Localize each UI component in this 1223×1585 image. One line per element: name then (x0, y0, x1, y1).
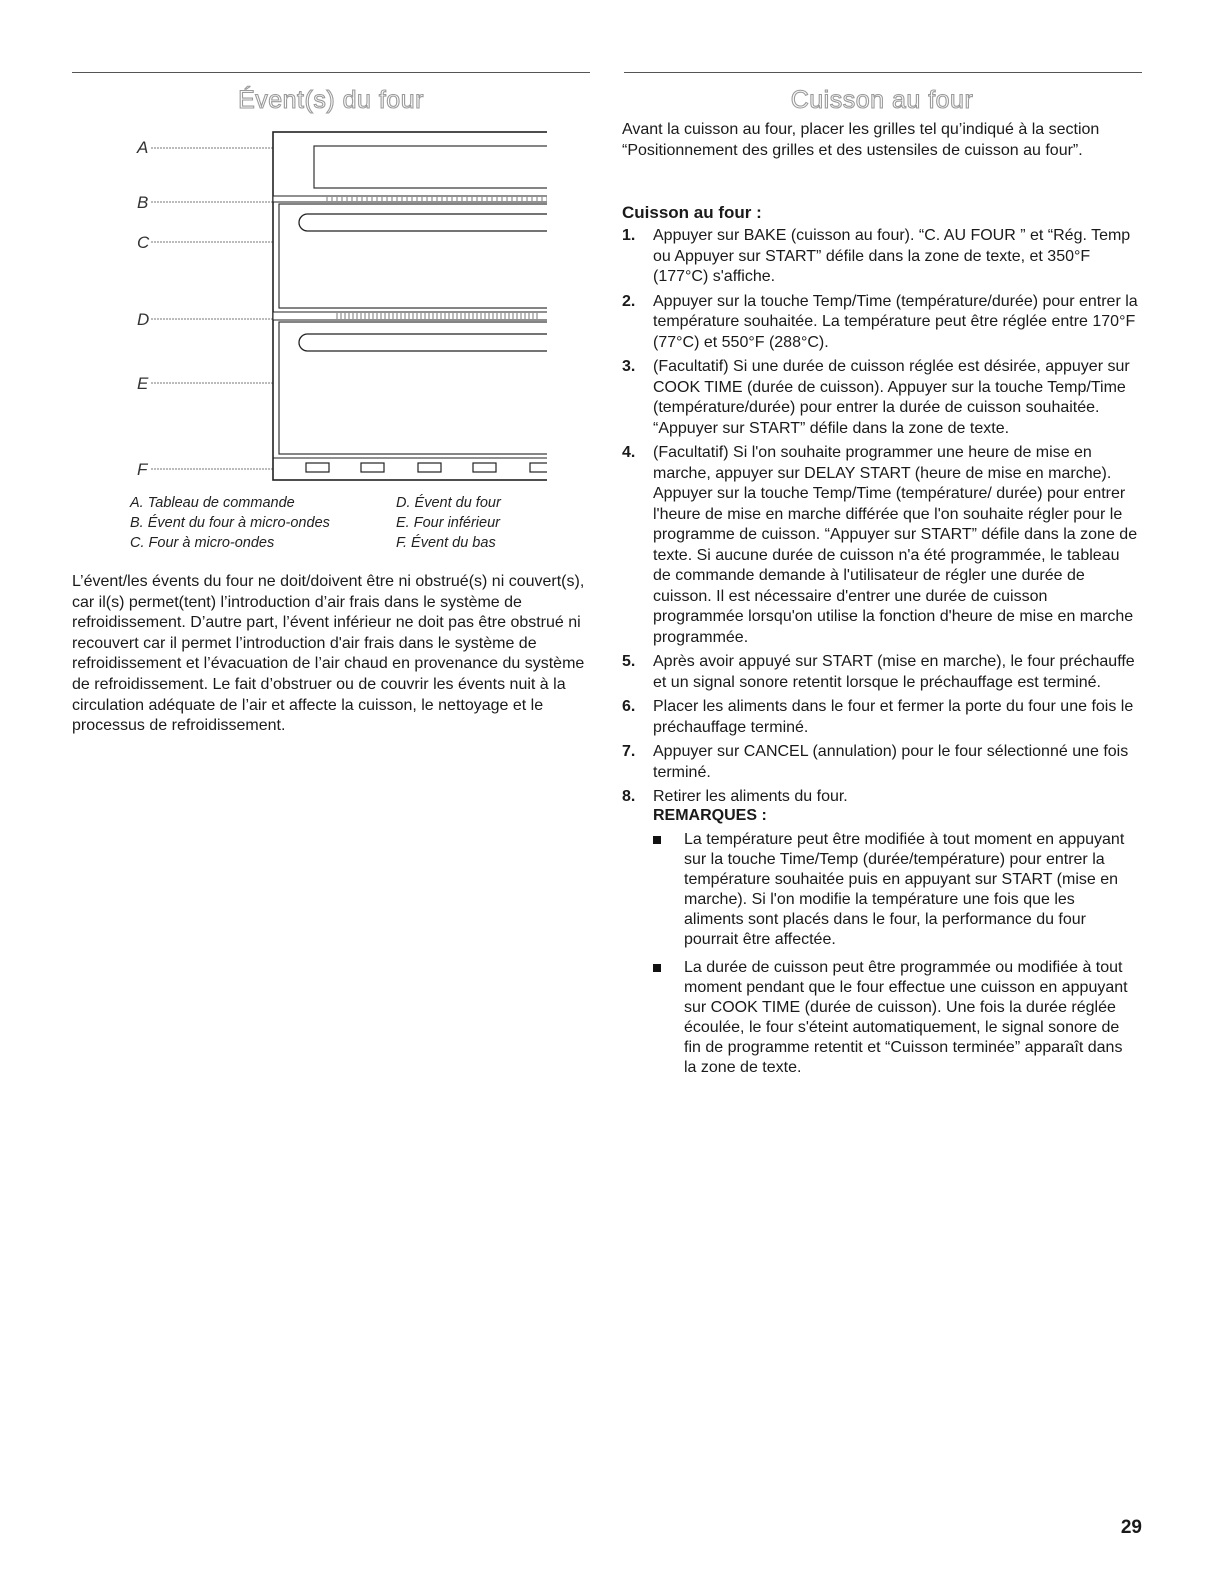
microwave-door (279, 204, 547, 308)
square-bullet-icon (653, 836, 661, 844)
step-number: 7. (622, 743, 636, 760)
oven-vent (273, 312, 547, 320)
caption-b: B. Évent du four à micro-ondes (130, 515, 330, 531)
caption-c: C. Four à micro-ondes (130, 535, 275, 551)
diagram-label-a: A (137, 138, 149, 157)
step-number: 1. (622, 227, 636, 244)
step-number: 2. (622, 292, 636, 310)
caption-e: E. Four inférieur (396, 515, 500, 531)
diagram-label-e: E (137, 374, 149, 393)
remark-text: La température peut être modifiée à tout moment en appuyant sur la touche Time/Temp (durée/température) pour entrer la température souhaitée puis en appuyant sur START (mise en marche). Si l'on modifie la température une fois que les aliments sont placés dans le four, la performance du four pourrait être affectée. (684, 831, 1125, 948)
section-title-baking: Cuisson au four (790, 86, 974, 114)
section-title-vents: Évent(s) du four (238, 86, 424, 114)
lower-oven-door (279, 322, 547, 454)
step-item (622, 652, 1138, 693)
square-bullet-icon (653, 964, 661, 972)
microwave-handle (299, 214, 547, 231)
diagram-label-b: B (137, 193, 149, 212)
right-top-rule (624, 72, 1142, 73)
control-panel-display (314, 146, 547, 188)
step-number: 5. (622, 653, 636, 670)
caption-d: D. Évent du four (396, 495, 501, 511)
baking-subhead: Cuisson au four : (622, 203, 762, 222)
step-text: Après avoir appuyé sur START (mise en marche), le four préchauffe et un signal sonore retentit lorsque le préchauffage est terminé. (653, 653, 1135, 691)
diagram-label-d: D (137, 310, 150, 329)
lower-oven-handle (299, 334, 547, 351)
step-item (622, 787, 1138, 1078)
step-text: Placer les aliments dans le four et fermer la porte du four une fois le préchauffage terminé. (653, 698, 1134, 736)
remark-text: La durée de cuisson peut être programmée ou modifiée à tout moment pendant que le four effectue une cuisson en appuyant sur COOK TIME (durée de cuisson). Une fois la durée réglée écoulée, le four s'éteint automatiquement, le signal sonore de fin de programme retentit et “Cuisson terminée” apparaît dans la zone de texte. (684, 959, 1128, 1076)
step-number: 3. (622, 358, 636, 375)
caption-a: A. Tableau de commande (130, 495, 295, 511)
step-text: (Facultatif) Si l'on souhaite programmer une heure de mise en marche, appuyer sur DELAY START (heure de mise en marche). Appuyer sur la touche Temp/Time (température/ durée) pour entrer l'heure de mise en marche différée que l'on souhaite régler pour le programme de cuisson. “Appuyer sur START” défile dans la zone de texte. Si aucune durée de cuisson n'a été programmée, le tableau de commande demande à l'utilisateur de régler une durée de cuisson. Il est nécessaire d'entrer une durée de cuisson programmée lorsqu'on utilise la fonction d'heure de mise en marche programmée. (653, 444, 1138, 646)
step-number: 6. (622, 698, 636, 715)
diagram-label-c: C (137, 233, 150, 252)
step-item (622, 443, 1138, 648)
page-number: 29 (1120, 1517, 1142, 1538)
vents-paragraph: L’évent/les évents du four ne doit/doivent être ni obstrué(s) ni couvert(s), car il(s) permet(tent) l’introduction d’air frais dans le système de refroidissement. D’autre part, l’évent inférieur ne doit pas être obstrué ni recouvert car il permet l’introduction d'air frais dans le système de refroidissement et l’évacuation de l’air chaud en provenance du système de refroidissement. Le fait d’obstruer ou de couvrir les évents nuit à la circulation adéquate de l’air et affecte la cuisson, le nettoyage et le processus de refroidissement. (72, 573, 585, 735)
left-top-rule (72, 72, 590, 73)
step-text: Appuyer sur la touche Temp/Time (température/durée) pour entrer la température souhaitée. La température peut être réglée entre 170°F (77°C) et 550°F (288°C). (653, 292, 1138, 351)
step-item (622, 226, 1138, 288)
caption-f: F. Évent du bas (396, 535, 496, 551)
step-number: 4. (622, 444, 636, 461)
baking-intro: Avant la cuisson au four, placer les grilles tel qu’indiqué à la section “Positionnement des grilles et des ustensiles de cuisson au four”. (622, 121, 1100, 159)
step-text: Appuyer sur CANCEL (annulation) pour le four sélectionné une fois terminé. (653, 743, 1129, 781)
baking-steps (622, 226, 1138, 1086)
step-item (622, 697, 1138, 738)
remarks-list (653, 830, 1138, 1078)
step-item (622, 292, 1138, 354)
remarks-heading: REMARQUES : (653, 806, 767, 824)
step-item (622, 742, 1138, 783)
remark-item (653, 830, 1138, 950)
oven-diagram (127, 124, 547, 486)
microwave-vent (273, 196, 547, 202)
step-text: Retirer les aliments du four. (653, 788, 848, 805)
step-item (622, 357, 1138, 439)
bottom-vent-slots (306, 463, 547, 472)
step-text: (Facultatif) Si une durée de cuisson réglée est désirée, appuyer sur COOK TIME (durée de cuisson). Appuyer sur la touche Temp/Time (température/durée) pour entrer la durée de cuisson souhaitée. “Appuyer sur START” défile dans la zone de texte. (653, 358, 1130, 437)
step-number: 8. (622, 788, 636, 805)
step-text: Appuyer sur BAKE (cuisson au four). “C. AU FOUR ” et “Rég. Temp ou Appuyer sur START” défile dans la zone de texte, et 350°F (177°C) s'affiche. (653, 227, 1131, 285)
diagram-label-f: F (137, 460, 148, 479)
remark-item (653, 958, 1138, 1078)
